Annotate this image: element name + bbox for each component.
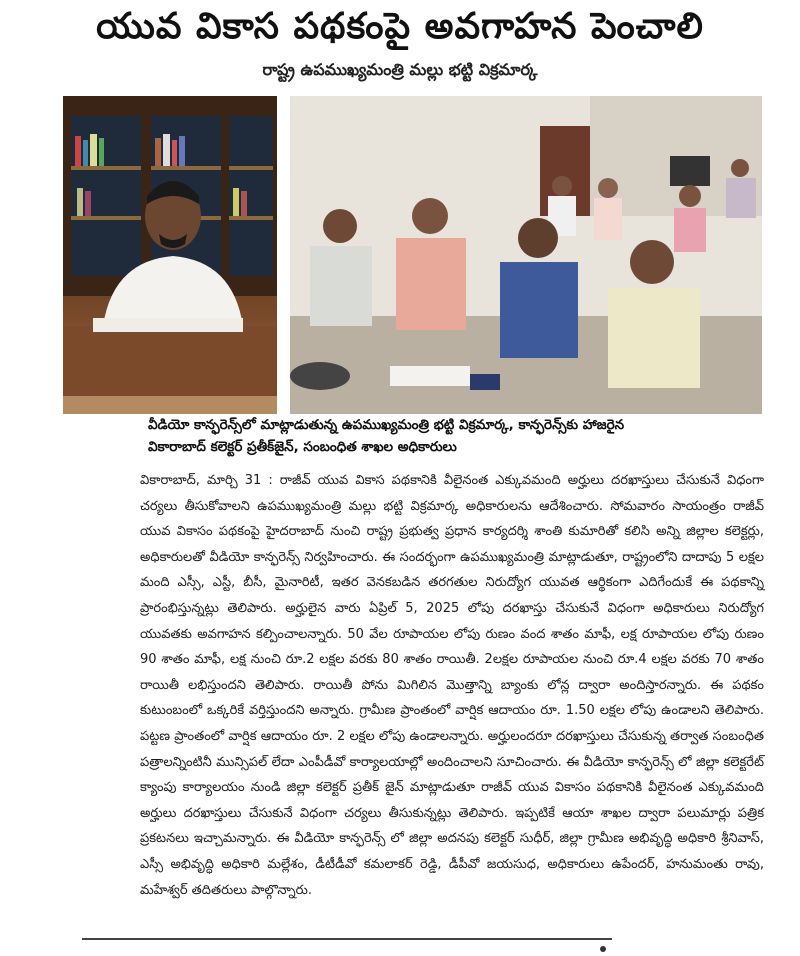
photo-caption <box>148 414 728 458</box>
article-paragraph: వికారాబాద్, మార్చి 31 : రాజీవ్ యువ వికాస పథకానికి వీలైనంత ఎక్కువమంది అర్హులు దరఖాస్తులు చేసుకునే విధంగా చర్యలు తీసుకోవాలని ఉపముఖ్యమంత్రి మల్లు భట్టి విక్రమార్క అధికారులను ఆదేశించారు. సోమవారం సాయంత్రం రాజీవ్ యువ వికాసం పథకంపై హైదరాబాద్ నుంచి రాష్ట్ర ప్రభుత్వ ప్రధాన కార్యదర్శి శాంతి కుమారితో కలిసి అన్ని జిల్లాల కలెక్టర్లు, అధికారులతో వీడియో కాన్ఫరెన్స్ నిర్వహించారు. ఈ సందర్భంగా ఉపముఖ్యమంత్రి మాట్లాడుతూ, రాష్ట్రంలోని దాదాపు 5 లక్షల మంది ఎస్సీ, ఎస్టీ, బీసీ, మైనారిటీ, ఇతర వెనకబడిన తరగతుల నిరుద్యోగ యువత ఆర్థికంగా ఎదిగేందుకే ఈ పథకాన్ని ప్రారంభిస్తున్నట్లు తెలిపారు. అర్హులైన వారు ఏప్రిల్ 5, 2025 లోపు దరఖాస్తు చేసుకునే విధంగా అధికారులు నిరుద్యోగ యువతకు అవగాహన కల్పించాలన్నారు. 50 వేల రూపాయల లోపు రుణం వంద శాతం మాఫీ, లక్ష రూపాయల లోపు రుణం 90 శాతం మాఫీ, లక్ష నుంచి రూ.2 లక్షల వరకు 80 శాతం రాయితీ. 2లక్షల రూపాయల నుంచి రూ.4 లక్షల వరకు 70 శాతం రాయితీ లభిస్తుందని తెలిపారు. రాయితీ పోను మిగిలిన మొత్తాన్ని బ్యాంకు లోన్ల ద్వారా అందిస్తారన్నారు. ఈ పథకం కుటుంబంలో ఒక్కరికే వర్తిస్తుందని అన్నారు. గ్రామీణ ప్రాంతంలో వార్షిక ఆదాయం రూ. 1.50 లక్షల లోపు ఉండాలని తెలిపారు. పట్టణ ప్రాంతంలో వార్షిక ఆదాయం రూ. 2 లక్షల లోపు ఉండాలన్నారు. అర్హులందరూ దరఖాస్తులు చేసుకున్న తర్వాత సంబంధిత పత్రాలన్నింటినీ మున్సిపల్ లేదా ఎంపీడీవో కార్యాలయాల్లో అందించాలని సూచించారు. ఈ వీడియో కాన్ఫరెన్స్ లో జిల్లా కలెక్టరేట్ క్యాంపు కార్యాలయం నుండి జిల్లా కలెక్టర్ ప్రతీక్ జైన్ మాట్లాడుతూ రాజీవ్ యువ వికాసం పథకానికి వీలైనంత ఎక్కువమంది అర్హులు దరఖాస్తులు చేసుకునే విధంగా చర్యలు తీసుకున్నట్లు తెలిపారు. ఇప్పటికే ఆయా శాఖల ద్వారా పలుమార్లు పత్రిక ప్రకటనలు ఇచ్చామన్నారు. ఈ వీడియో కాన్ఫరెన్స్ లో జిల్లా అదనపు కలెక్టర్ సుధీర్, జిల్లా గ్రామీణ అభివృద్ధి అధికారి శ్రీనివాస్, ఎస్సీ అభివృద్ధి అధికారి మల్లేశం, డీటీడీవో కమలాకర్ రెడ్డి, డీపీవో జయసుధ, అధికారులు ఉపేందర్, హనుమంతు రావు, మహేశ్వర్ తదితరులు పాల్గొన్నారు. <box>140 473 764 898</box>
article-body <box>140 468 764 903</box>
bottom-rule <box>82 938 612 940</box>
photo-deputy-cm-illustration <box>63 96 277 414</box>
photo-collector-officials <box>290 96 762 414</box>
caption-line-2: వికారాబాద్ కలెక్టర్ ప్రతీక్‌జైన్, సంబంధిత శాఖల అధికారులు <box>148 439 457 455</box>
subheadline: రాష్ట్ర ఉపముఖ్యమంత్రి మల్లు భట్టి విక్రమార్క <box>262 60 538 79</box>
headline: యువ వికాస పథకంపై అవగాహన పెంచాలి <box>96 6 704 47</box>
bottom-dot <box>600 946 606 952</box>
caption-line-1: వీడియో కాన్ఫరెన్స్‌లో మాట్లాడుతున్న ఉపముఖ్యమంత్రి భట్టి విక్రమార్క, కాన్ఫరెన్స్‌కు హాజరైన <box>148 417 625 433</box>
photo-collector-officials-illustration <box>290 96 762 414</box>
photo-deputy-cm <box>63 96 277 414</box>
